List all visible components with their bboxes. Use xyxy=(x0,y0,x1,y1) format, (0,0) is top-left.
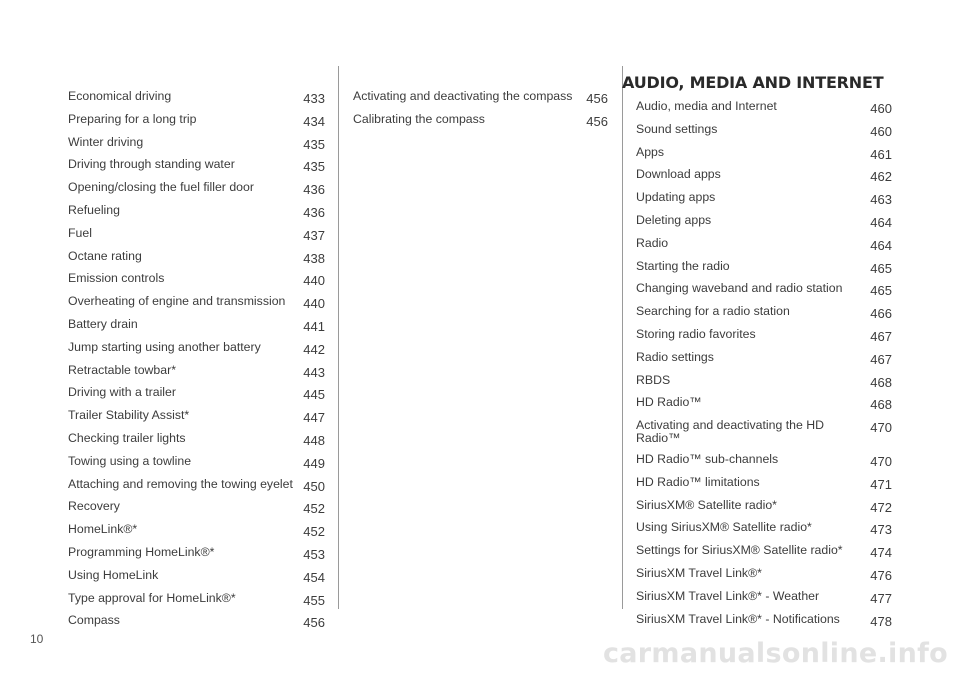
toc-entry[interactable] xyxy=(68,341,325,356)
toc-entry-page: 450 xyxy=(303,478,325,494)
toc-entry[interactable] xyxy=(68,364,325,379)
toc-entry-title: Using HomeLink xyxy=(68,567,159,582)
toc-entry-title: Starting the radio xyxy=(636,258,730,273)
toc-entry-title: Overheating of engine and transmission xyxy=(68,294,286,309)
toc-entry-page: 452 xyxy=(303,501,325,517)
toc-entry-page: 467 xyxy=(870,351,892,367)
page-number: 10 xyxy=(30,632,44,646)
toc-entry-title: Preparing for a long trip xyxy=(68,111,197,126)
toc-entry-page: 436 xyxy=(303,182,325,198)
toc-entry-page: 456 xyxy=(586,91,608,106)
toc-entry-page: 461 xyxy=(870,146,892,162)
toc-entry[interactable] xyxy=(68,569,325,584)
toc-entry[interactable] xyxy=(636,374,892,389)
toc-column-2 xyxy=(353,90,608,136)
toc-list xyxy=(68,90,325,629)
toc-entry-page: 474 xyxy=(870,545,892,561)
toc-entry[interactable] xyxy=(353,90,608,105)
toc-entry[interactable] xyxy=(353,113,608,128)
toc-entry-page: 465 xyxy=(870,283,892,299)
toc-entry[interactable] xyxy=(68,204,325,219)
toc-entry-page: 466 xyxy=(870,306,892,322)
toc-entry-page: 456 xyxy=(303,615,325,631)
toc-entry-page: 455 xyxy=(303,592,325,608)
toc-entry-page: 468 xyxy=(870,374,892,390)
toc-entry[interactable] xyxy=(636,328,892,343)
toc-entry-page: 470 xyxy=(870,420,892,436)
toc-entry-page: 460 xyxy=(870,101,892,116)
toc-entry-page: 435 xyxy=(303,159,325,175)
toc-entry[interactable] xyxy=(636,544,892,559)
toc-entry-title: HD Radio™ limitations xyxy=(636,474,760,489)
toc-entry-title: Using SiriusXM® Satellite radio* xyxy=(636,520,812,535)
toc-entry-page: 449 xyxy=(303,455,325,471)
toc-entry-title: Fuel xyxy=(68,225,92,240)
toc-entry[interactable] xyxy=(68,455,325,470)
toc-entry-page: 447 xyxy=(303,410,325,426)
toc-entry-title: Driving with a trailer xyxy=(68,385,176,400)
toc-entry-title: Storing radio favorites xyxy=(636,326,756,341)
toc-entry[interactable] xyxy=(68,90,325,105)
toc-entry[interactable] xyxy=(636,499,892,514)
toc-entry-title: Winter driving xyxy=(68,134,144,149)
toc-entry-page: 462 xyxy=(870,169,892,185)
toc-entry-page: 465 xyxy=(870,260,892,276)
toc-entry[interactable] xyxy=(636,146,892,161)
toc-entry[interactable] xyxy=(636,453,892,468)
toc-entry-title: Compass xyxy=(68,613,120,628)
toc-entry-page: 453 xyxy=(303,546,325,562)
toc-entry[interactable] xyxy=(68,295,325,310)
toc-entry-title: HD Radio™ xyxy=(636,395,702,410)
toc-entry-title: Opening/closing the fuel filler door xyxy=(68,180,254,195)
toc-entry[interactable] xyxy=(636,476,892,491)
column-divider xyxy=(338,66,339,609)
toc-column-1 xyxy=(68,90,325,637)
toc-entry[interactable] xyxy=(68,523,325,538)
toc-entry-title: Download apps xyxy=(636,167,721,182)
toc-entry[interactable] xyxy=(68,318,325,333)
toc-entry-page: 445 xyxy=(303,387,325,403)
toc-entry-page: 473 xyxy=(870,522,892,538)
toc-entry-title: Towing using a towline xyxy=(68,453,192,468)
toc-entry-page: 440 xyxy=(303,273,325,289)
toc-list xyxy=(353,90,608,128)
toc-entry[interactable] xyxy=(636,214,892,229)
toc-entry-title: Radio settings xyxy=(636,349,714,364)
toc-entry-title: Audio, media and Internet xyxy=(636,99,777,113)
toc-entry-title: Trailer Stability Assist* xyxy=(68,408,190,423)
toc-entry-page: 442 xyxy=(303,341,325,357)
toc-entry-page: 476 xyxy=(870,567,892,583)
toc-entry-page: 463 xyxy=(870,192,892,208)
toc-entry-title: Sound settings xyxy=(636,121,718,136)
toc-entry-title: Calibrating the compass xyxy=(353,111,485,126)
toc-entry[interactable] xyxy=(68,181,325,196)
toc-entry-page: 470 xyxy=(870,453,892,469)
toc-entry[interactable] xyxy=(636,521,892,536)
toc-entry[interactable] xyxy=(636,419,892,445)
toc-entry[interactable] xyxy=(68,409,325,424)
toc-entry[interactable] xyxy=(636,613,892,628)
toc-entry-page: 452 xyxy=(303,524,325,540)
toc-entry-page: 464 xyxy=(870,237,892,253)
toc-entry-title: Activating and deactivating the compass xyxy=(353,89,573,103)
toc-entry-title: HomeLink®* xyxy=(68,522,138,537)
toc-entry-page: 443 xyxy=(303,364,325,380)
toc-entry-page: 456 xyxy=(586,113,608,129)
toc-entry-title: Radio xyxy=(636,235,669,250)
toc-entry[interactable] xyxy=(636,191,892,206)
toc-entry-page: 437 xyxy=(303,227,325,243)
toc-entry-page: 454 xyxy=(303,569,325,585)
toc-entry[interactable] xyxy=(636,260,892,275)
toc-entry-title: Driving through standing water xyxy=(68,157,235,172)
toc-column-3 xyxy=(622,72,892,635)
toc-entry-page: 478 xyxy=(870,613,892,629)
toc-entry-page: 440 xyxy=(303,296,325,312)
toc-entry[interactable] xyxy=(68,386,325,401)
toc-list xyxy=(636,100,892,628)
toc-entry-title: SiriusXM Travel Link®* - Weather xyxy=(636,588,820,603)
toc-entry-title: Checking trailer lights xyxy=(68,430,186,445)
toc-entry[interactable] xyxy=(636,590,892,605)
toc-entry-title: Jump starting using another battery xyxy=(68,339,261,354)
toc-entry-title: SiriusXM Travel Link®* - Notifications xyxy=(636,611,840,626)
toc-entry[interactable] xyxy=(68,614,325,629)
toc-entry-title: Deleting apps xyxy=(636,212,712,227)
toc-entry-title: RBDS xyxy=(636,372,671,387)
toc-entry-title: SiriusXM® Satellite radio* xyxy=(636,497,777,512)
toc-entry-page: 438 xyxy=(303,250,325,266)
toc-entry-page: 468 xyxy=(870,397,892,413)
toc-entry-page: 448 xyxy=(303,432,325,448)
toc-entry[interactable] xyxy=(68,250,325,265)
toc-entry-title: Recovery xyxy=(68,499,120,514)
section-heading: AUDIO, MEDIA AND INTERNET xyxy=(622,73,884,92)
toc-entry[interactable] xyxy=(636,168,892,183)
toc-entry[interactable] xyxy=(636,123,892,138)
toc-entry-title: Economical driving xyxy=(68,89,172,103)
toc-entry[interactable] xyxy=(636,351,892,366)
toc-entry-title: Type approval for HomeLink®* xyxy=(68,590,236,605)
toc-entry-page: 436 xyxy=(303,204,325,220)
toc-entry-title: Octane rating xyxy=(68,248,142,263)
watermark: carmanualsonline.info xyxy=(602,638,948,669)
toc-entry[interactable] xyxy=(636,396,892,411)
toc-entry-page: 464 xyxy=(870,214,892,230)
toc-entry-page: 441 xyxy=(303,318,325,334)
toc-entry[interactable] xyxy=(68,272,325,287)
toc-entry[interactable] xyxy=(636,100,892,115)
toc-entry[interactable] xyxy=(68,478,325,493)
toc-entry-title: HD Radio™ sub-channels xyxy=(636,451,779,466)
toc-entry-title: Activating and deactivating the HD Radio™ xyxy=(636,418,824,446)
toc-entry-title: Programming HomeLink®* xyxy=(68,544,215,559)
toc-entry-title: Settings for SiriusXM® Satellite radio* xyxy=(636,543,843,558)
toc-entry-title: Battery drain xyxy=(68,316,138,331)
toc-entry-title: Updating apps xyxy=(636,190,716,205)
column-divider xyxy=(622,66,623,609)
toc-entry-title: Emission controls xyxy=(68,271,165,286)
toc-entry-title: SiriusXM Travel Link®* xyxy=(636,565,762,580)
toc-entry-title: Apps xyxy=(636,144,665,159)
toc-entry[interactable] xyxy=(636,305,892,320)
toc-entry-page: 467 xyxy=(870,328,892,344)
toc-entry-page: 434 xyxy=(303,113,325,129)
toc-entry[interactable] xyxy=(636,237,892,252)
toc-entry[interactable] xyxy=(68,136,325,151)
toc-entry[interactable] xyxy=(68,432,325,447)
toc-entry-page: 477 xyxy=(870,590,892,606)
toc-entry[interactable] xyxy=(68,546,325,561)
toc-entry-page: 460 xyxy=(870,123,892,139)
toc-entry[interactable] xyxy=(68,500,325,515)
toc-entry-title: Refueling xyxy=(68,202,120,217)
toc-entry[interactable] xyxy=(68,592,325,607)
toc-entry-title: Changing waveband and radio station xyxy=(636,281,843,296)
toc-entry[interactable] xyxy=(68,158,325,173)
toc-entry[interactable] xyxy=(636,567,892,582)
toc-entry-title: Retractable towbar* xyxy=(68,362,176,377)
toc-entry-title: Searching for a radio station xyxy=(636,304,790,319)
toc-entry-page: 435 xyxy=(303,136,325,152)
toc-entry-page: 471 xyxy=(870,476,892,492)
toc-entry[interactable] xyxy=(68,113,325,128)
toc-entry-page: 433 xyxy=(303,91,325,106)
toc-entry[interactable] xyxy=(636,282,892,297)
toc-entry-page: 472 xyxy=(870,499,892,515)
toc-entry-title: Attaching and removing the towing eyelet xyxy=(68,476,293,491)
toc-entry[interactable] xyxy=(68,227,325,242)
